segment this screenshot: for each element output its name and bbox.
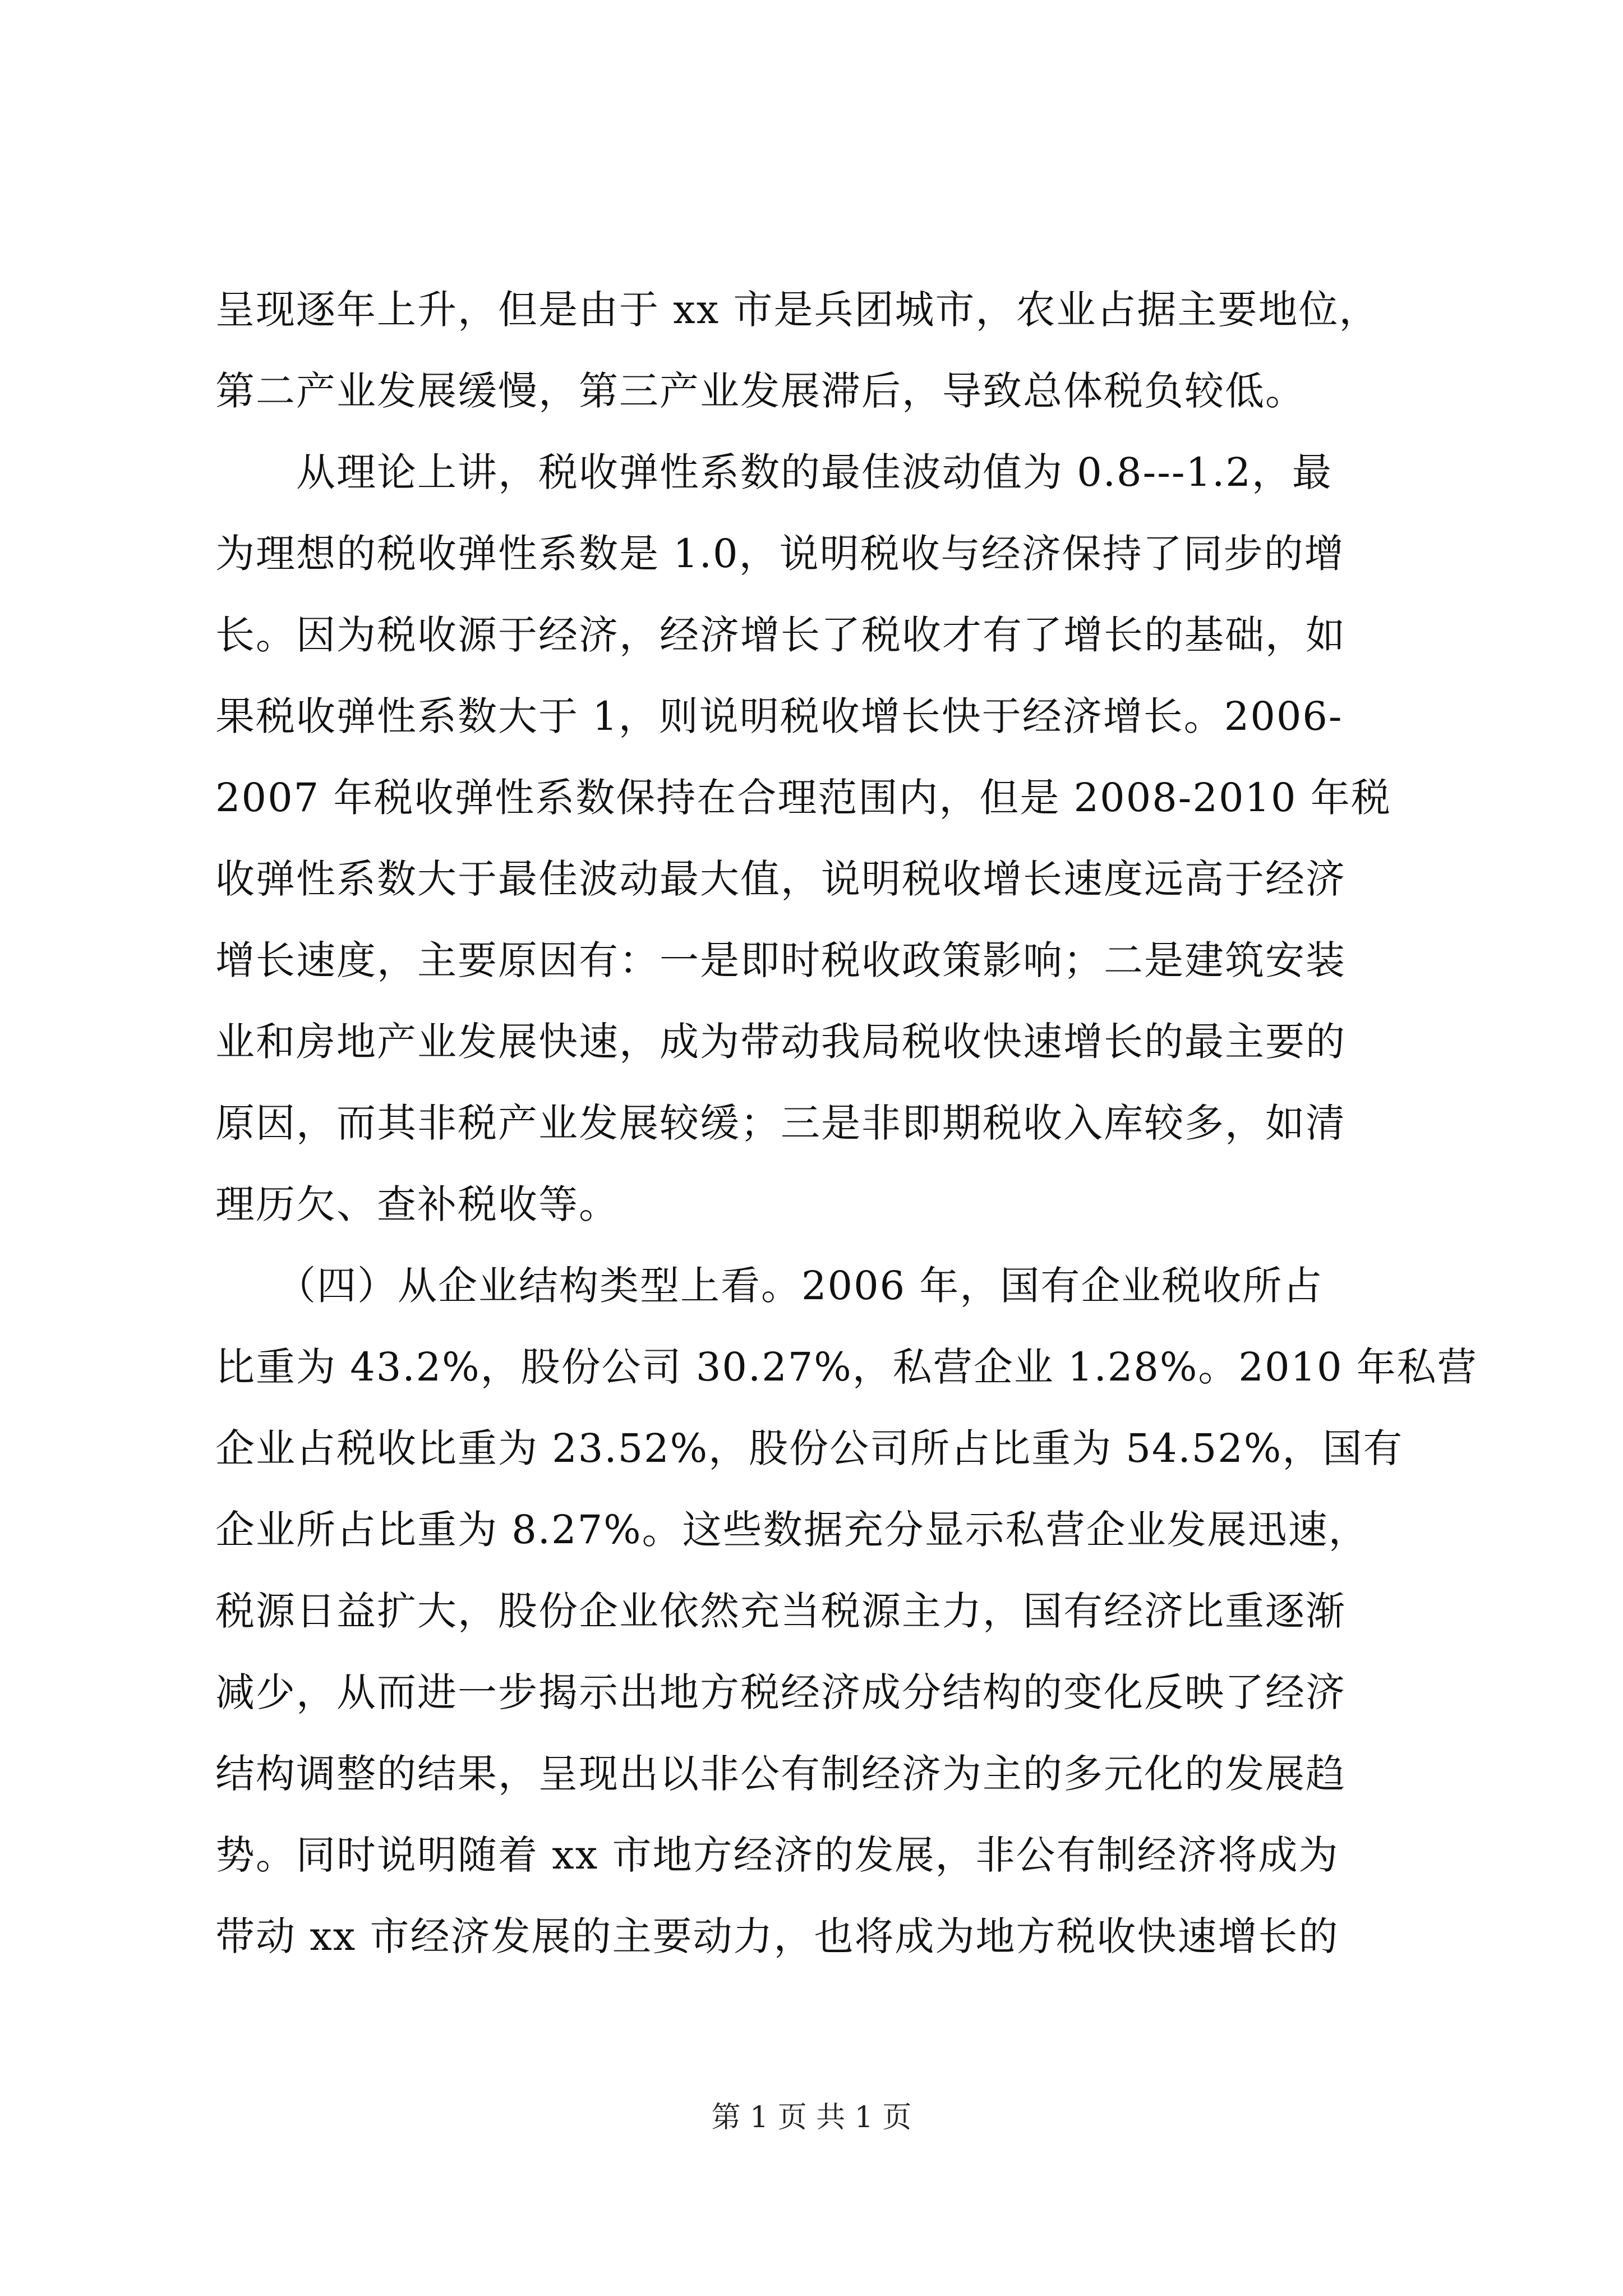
text-line: 减少，从而进一步揭示出地方税经济成分结构的变化反映了经济 xyxy=(215,1669,1346,1715)
text-line: 企业占税收比重为 23.52%，股份公司所占比重为 54.52%，国有 xyxy=(215,1425,1404,1471)
text-line: 增长速度，主要原因有：一是即时税收政策影响；二是建筑安装 xyxy=(215,937,1346,983)
text-line: 带动 xx 市经济发展的主要动力，也将成为地方税收快速增长的 xyxy=(215,1913,1339,1959)
text-line: 2007 年税收弹性系数保持在合理范围内，但是 2008-2010 年税 xyxy=(215,775,1391,821)
text-line: 果税收弹性系数大于 1，则说明税收增长快于经济增长。2006- xyxy=(215,693,1343,739)
text-line: 势。同时说明随着 xx 市地方经济的发展，非公有制经济将成为 xyxy=(215,1832,1339,1878)
text-line: 呈现逐年上升，但是由于 xx 市是兵团城市，农业占据主要地位， xyxy=(215,287,1380,333)
text-line: 业和房地产业发展快速，成为带动我局税收快速增长的最主要的 xyxy=(215,1019,1346,1065)
text-line: 企业所占比重为 8.27%。这些数据充分显示私营企业发展迅速， xyxy=(215,1507,1369,1553)
text-line: 原因，而其非税产业发展较缓；三是非即期税收入库较多，如清 xyxy=(215,1100,1346,1146)
page-number-label: 第 1 页 共 1 页 xyxy=(711,2101,912,2134)
text-line: 第二产业发展缓慢，第三产业发展滞后，导致总体税负较低。 xyxy=(215,368,1306,414)
text-line: 收弹性系数大于最佳波动最大值，说明税收增长速度远高于经济 xyxy=(215,856,1346,902)
text-line: 为理想的税收弹性系数是 1.0，说明税收与经济保持了同步的增 xyxy=(215,531,1345,577)
text-line: 结构调整的结果，呈现出以非公有制经济为主的多元化的发展趋 xyxy=(215,1751,1346,1797)
text-line: 比重为 43.2%，股份公司 30.27%，私营企业 1.28%。2010 年私营 xyxy=(215,1344,1478,1390)
text-line: 从理论上讲，税收弹性系数的最佳波动值为 0.8---1.2，最 xyxy=(215,449,1332,495)
document-body xyxy=(215,269,1478,1977)
text-line: 税源日益扩大，股份企业依然充当税源主力，国有经济比重逐渐 xyxy=(215,1588,1346,1634)
text-line: 长。因为税收源于经济，经济增长了税收才有了增长的基础，如 xyxy=(215,612,1346,658)
text-line: （四）从企业结构类型上看。2006 年，国有企业税收所占 xyxy=(215,1263,1324,1309)
text-line: 理历欠、查补税收等。 xyxy=(215,1181,619,1227)
page-footer xyxy=(0,2095,1623,2140)
